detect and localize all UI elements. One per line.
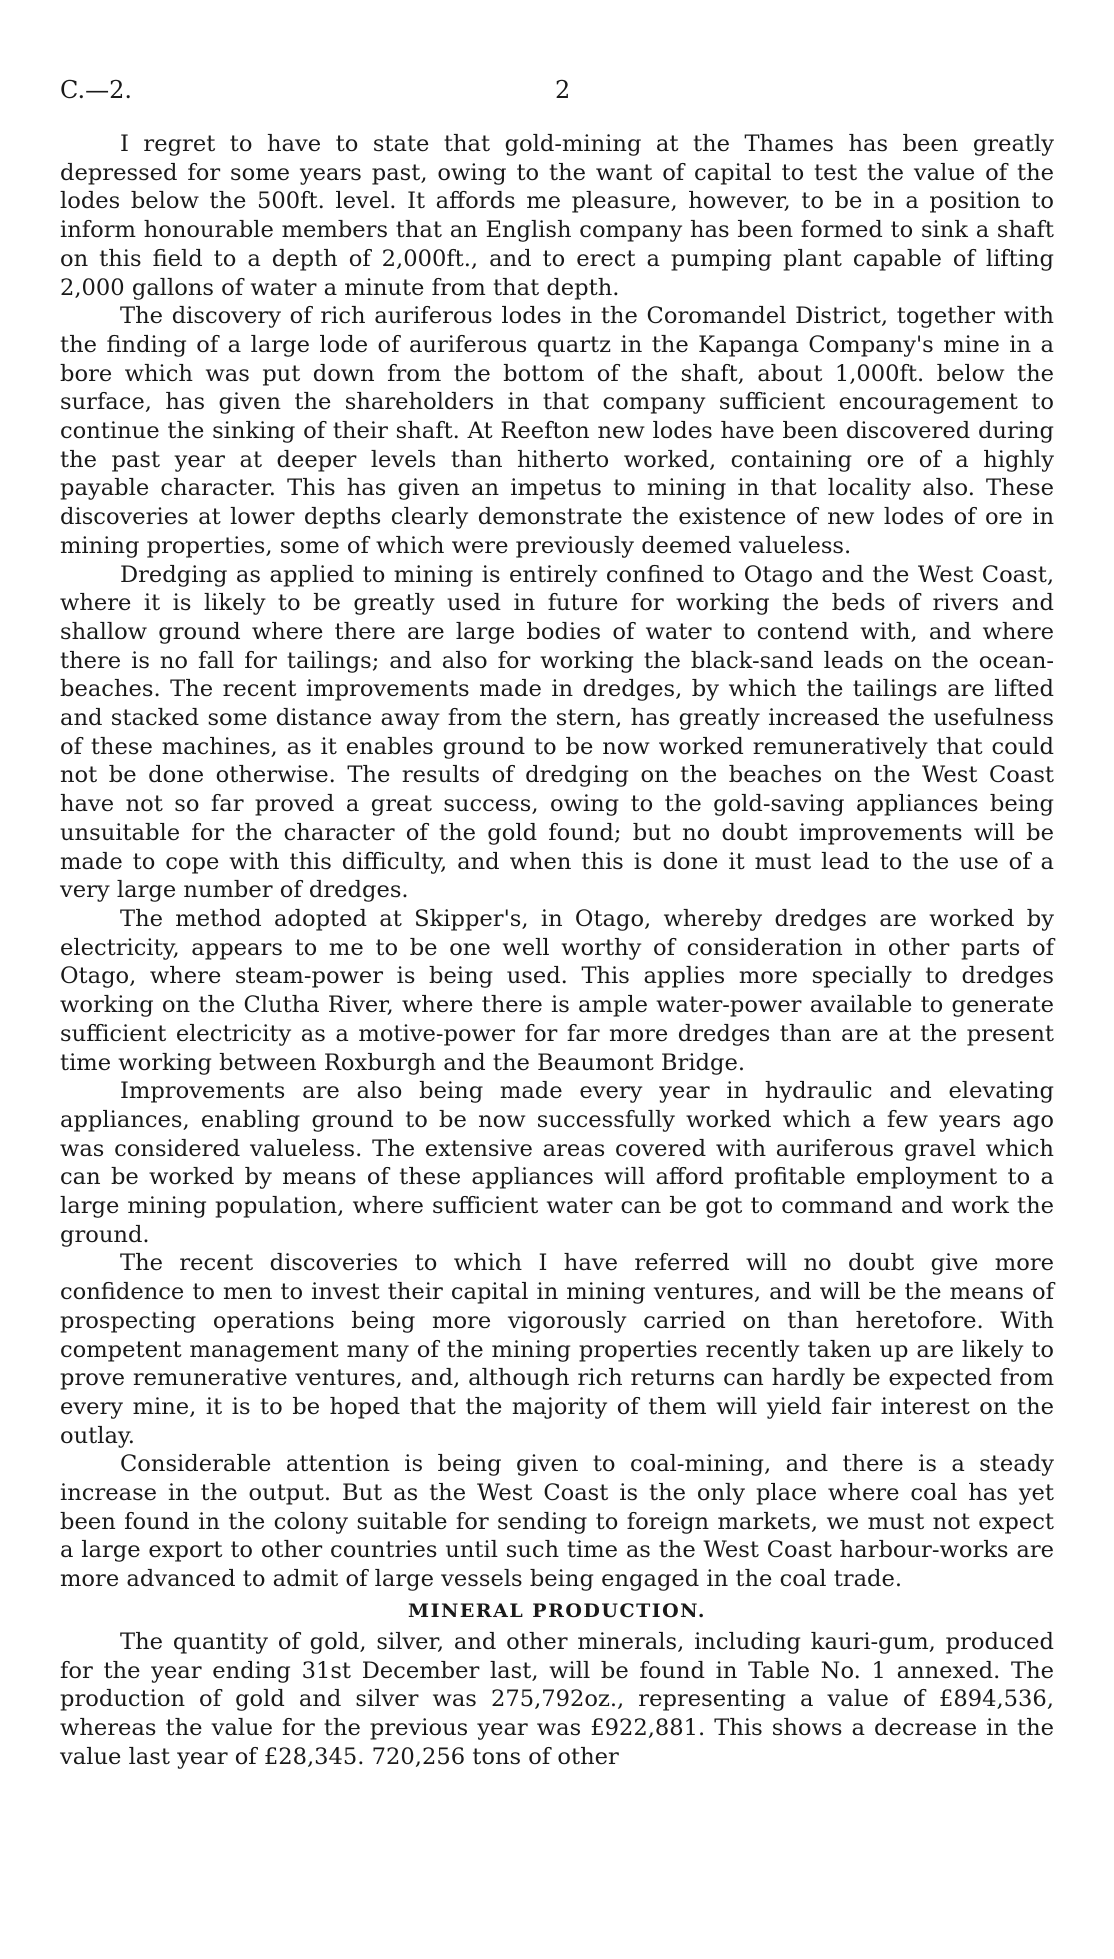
body-text xyxy=(60,130,1054,1771)
paragraph: Considerable attention is being given to coal-mining, and there is a steady increase in the output. But as the West Coast is the only place where coal has yet been found in the colony suitable for sending to foreign markets, we must not expect a large export to other countries until such time as the West Coast harbour-works are more advanced to admit of large vessels being engaged in the coal trade. xyxy=(60,1451,1054,1593)
paragraph: Improvements are also being made every year in hydraulic and elevating appliances, enabling ground to be now successfully worked which a few years ago was considered valueless. The extensive areas covered with auriferous gravel which can be worked by means of these appliances will afford profitable employment to a large mining population, where sufficient water can be got to command and work the ground. xyxy=(60,1078,1054,1248)
section-heading: MINERAL PRODUCTION. xyxy=(408,1599,706,1622)
paragraph: The recent discoveries to which I have referred will no doubt give more confidence to men to invest their capital in mining ventures, and will be the means of prospecting operations being more vigorously carried on than heretofore. With competent management many of the mining properties recently taken up are likely to prove remunerative ventures, and, although rich returns can hardly be expected from every mine, it is to be hoped that the majority of them will yield fair interest on the outlay. xyxy=(60,1250,1054,1449)
paragraph: I regret to have to state that gold-mining at the Thames has been greatly depressed for some years past, owing to the want of capital to test the value of the lodes below the 500ft. level. It affords me pleasure, however, to be in a position to inform honourable members that an English company has been formed to sink a shaft on this field to a depth of 2,000ft., and to erect a pumping plant capable of lifting 2,000 gallons of water a minute from that depth. xyxy=(60,131,1054,301)
page-header xyxy=(60,76,1054,116)
page-number: 2 xyxy=(555,76,571,104)
paragraph: The method adopted at Skipper's, in Otago, whereby dredges are worked by electricity, appears to me to be one well worthy of consideration in other parts of Otago, where steam-power is being used. This applies more specially to dredges working on the Clutha River, where there is ample water-power available to generate sufficient electricity as a motive-power for far more dredges than are at the present time working between Roxburgh and the Beaumont Bridge. xyxy=(60,905,1054,1076)
document-page xyxy=(60,76,1054,1771)
document-reference: C.—2. xyxy=(60,76,133,104)
paragraph: Dredging as applied to mining is entirely confined to Otago and the West Coast, where it is likely to be greatly used in future for working the beds of rivers and shallow ground where there are large bodies of water to contend with, and where there is no fall for tailings; and also for working the black-sand leads on the ocean-beaches. The recent improvements made in dredges, by which the tailings are lifted and stacked some distance away from the stern, has greatly increased the usefulness of these machines, as it enables ground to be now worked remuneratively that could not be done otherwise. The results of dredging on the beaches on the West Coast have not so far proved a great success, owing to the gold-saving appliances being unsuitable for the character of the gold found; but no doubt improvements will be made to cope with this difficulty, and when this is done it must lead to the use of a very large number of dredges. xyxy=(60,561,1054,904)
paragraph: The discovery of rich auriferous lodes in the Coromandel District, together with the finding of a large lode of auriferous quartz in the Kapanga Company's mine in a bore which was put down from the bottom of the shaft, about 1,000ft. below the surface, has given the shareholders in that company sufficient encouragement to continue the sinking of their shaft. At Reefton new lodes have been discovered during the past year at deeper levels than hitherto worked, containing ore of a highly payable character. This has given an impetus to mining in that locality also. These discoveries at lower depths clearly demonstrate the existence of new lodes of ore in mining properties, some of which were previously deemed valueless. xyxy=(60,303,1054,559)
paragraph: The quantity of gold, silver, and other minerals, including kauri-gum, produced for the year ending 31st December last, will be found in Table No. 1 annexed. The production of gold and silver was 275,792oz., representing a value of £894,536, whereas the value for the previous year was £922,881. This shows a decrease in the value last year of £28,345. 720,256 tons of other xyxy=(60,1628,1054,1770)
